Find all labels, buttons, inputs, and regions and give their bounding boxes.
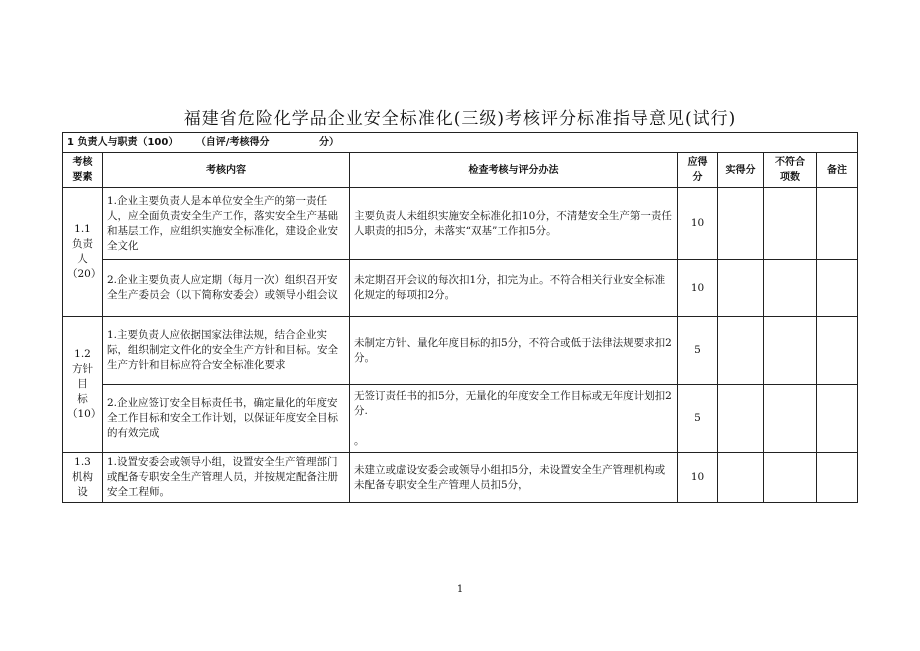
table-row	[63, 453, 858, 503]
method-cell: 未制定方针、量化年度目标的扣5分，不符合或低于法律法规要求扣2分。	[350, 317, 678, 385]
actual-score-cell	[718, 317, 764, 385]
header-element: 考核要素	[63, 153, 103, 188]
nonconform-count-cell	[764, 317, 817, 385]
score-unit: 分）	[318, 137, 339, 148]
nonconform-count-cell	[764, 260, 817, 317]
table-row	[63, 188, 858, 260]
points-cell: 5	[678, 385, 718, 453]
element-cell: 1.2 方针目 标 （10）	[63, 317, 103, 453]
remarks-cell	[817, 385, 858, 453]
content-cell: 1.设置安委会或领导小组，设置安全生产管理部门或配备专职安全生产管理人员，并按规定配备注册安全工程师。	[103, 453, 350, 503]
section-number: 1	[67, 137, 74, 148]
header-content: 考核内容	[103, 153, 350, 188]
points-cell: 10	[678, 188, 718, 260]
element-cell: 1.1 负责人 （20）	[63, 188, 103, 317]
table-row	[63, 317, 858, 385]
actual-score-cell	[718, 260, 764, 317]
header-nonconform: 不符合项数	[764, 153, 817, 188]
remarks-cell	[817, 188, 858, 260]
document-title: 福建省危险化学品企业安全标准化(三级)考核评分标准指导意见(试行)	[183, 109, 737, 129]
content-cell: 1.主要负责人应依据国家法律法规，结合企业实际，组织制定文件化的安全生产方针和目标。安全生产方针和目标应符合安全标准化要求	[103, 317, 350, 385]
actual-score-cell	[718, 385, 764, 453]
points-cell: 10	[678, 260, 718, 317]
points-cell: 10	[678, 453, 718, 503]
nonconform-count-cell	[764, 453, 817, 503]
nonconform-count-cell	[764, 188, 817, 260]
section-name: 负责人与职责（100）	[77, 137, 179, 148]
header-remarks: 备注	[817, 153, 858, 188]
element-cell: 1.3 机构设	[63, 453, 103, 503]
points-cell: 5	[678, 317, 718, 385]
table-row	[63, 260, 858, 317]
nonconform-count-cell	[764, 385, 817, 453]
self-eval-label: （自评/考核得分	[195, 137, 270, 148]
header-actual: 实得分	[718, 153, 764, 188]
table-row	[63, 385, 858, 453]
method-cell: 主要负责人未组织实施安全标准化扣10分，不清楚安全生产第一责任人职责的扣5分，未落实“双基”工作扣5分。	[350, 188, 678, 260]
content-cell: 1.企业主要负责人是本单位安全生产的第一责任人，应全面负责安全生产工作，落实安全生产基础和基层工作，应组织实施安全标准化，建设企业安全文化	[103, 188, 350, 260]
section-row	[63, 133, 858, 153]
section-header-cell	[63, 133, 858, 153]
method-cell: 无签订责任书的扣5分，无量化的年度安全工作目标或无年度计划扣2分. 。	[350, 385, 678, 453]
method-cell: 未定期召开会议的每次扣1分，扣完为止。不符合相关行业安全标准化规定的每项扣2分。	[350, 260, 678, 317]
content-cell: 2.企业主要负责人应定期（每月一次）组织召开安全生产委员会（以下简称安委会）或领导小组会议	[103, 260, 350, 317]
method-cell: 未建立或虚设安委会或领导小组扣5分，未设置安全生产管理机构或未配备专职安全生产管理人员扣5分，	[350, 453, 678, 503]
remarks-cell	[817, 260, 858, 317]
scoring-table	[62, 132, 858, 503]
header-method: 检查考核与评分办法	[350, 153, 678, 188]
remarks-cell	[817, 317, 858, 385]
header-row	[63, 153, 858, 188]
header-points: 应得分	[678, 153, 718, 188]
actual-score-cell	[718, 453, 764, 503]
content-cell: 2.企业应签订安全目标责任书，确定量化的年度安全工作目标和安全工作计划，以保证年度安全目标的有效完成	[103, 385, 350, 453]
page-number: 1	[456, 584, 464, 595]
remarks-cell	[817, 453, 858, 503]
actual-score-cell	[718, 188, 764, 260]
table-body	[63, 133, 858, 503]
